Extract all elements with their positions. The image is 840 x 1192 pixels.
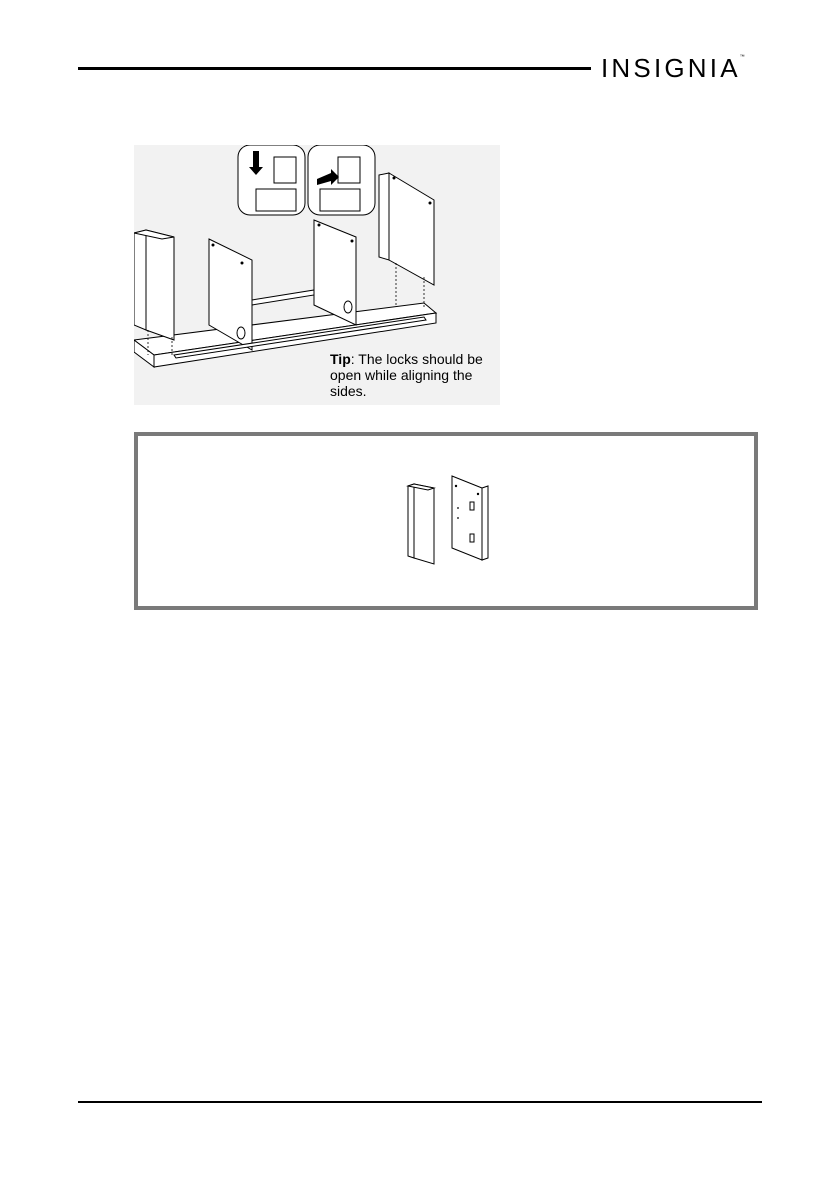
lock-block-2: [320, 189, 360, 211]
assembly-illustration: [134, 145, 500, 405]
pin-hole: [351, 240, 354, 243]
parts-drawing: [138, 436, 754, 606]
tip-text: : The locks should be open while aligning the sides.: [330, 351, 483, 399]
divider-hardware: [470, 502, 474, 510]
pin-hole: [212, 244, 215, 247]
brand-logo: [601, 55, 745, 81]
right-side-panel-edge: [379, 173, 389, 260]
cam-lock-2: [338, 157, 360, 183]
brand-name: INSIGNIA: [601, 53, 741, 83]
pin-hole: [455, 485, 457, 487]
footer-rule: [78, 1101, 762, 1103]
divider-panel-part-edge: [482, 486, 488, 560]
tip-note: [330, 351, 500, 399]
trademark-symbol: ™: [739, 54, 745, 60]
back-rail: [252, 290, 314, 305]
header-rule: [78, 67, 591, 70]
pin-hole: [241, 262, 244, 265]
parts-callout-box: [134, 432, 758, 610]
right-divider-panel: [314, 220, 356, 325]
pin-hole: [318, 224, 321, 227]
pin-hole: [457, 517, 459, 519]
pin-hole: [393, 177, 396, 180]
left-side-panel-front: [146, 230, 174, 340]
pin-hole: [457, 507, 459, 509]
divider-panel-part: [452, 476, 482, 560]
side-panel-part-edge: [408, 484, 414, 558]
divider-hardware: [470, 534, 474, 542]
side-panel-part: [414, 484, 434, 564]
left-side-panel-edge: [134, 230, 146, 330]
tip-label: Tip: [330, 351, 351, 367]
pin-hole: [477, 493, 479, 495]
pin-hole: [429, 202, 432, 205]
cam-lock-1: [274, 157, 296, 183]
lock-block-1: [256, 189, 296, 211]
